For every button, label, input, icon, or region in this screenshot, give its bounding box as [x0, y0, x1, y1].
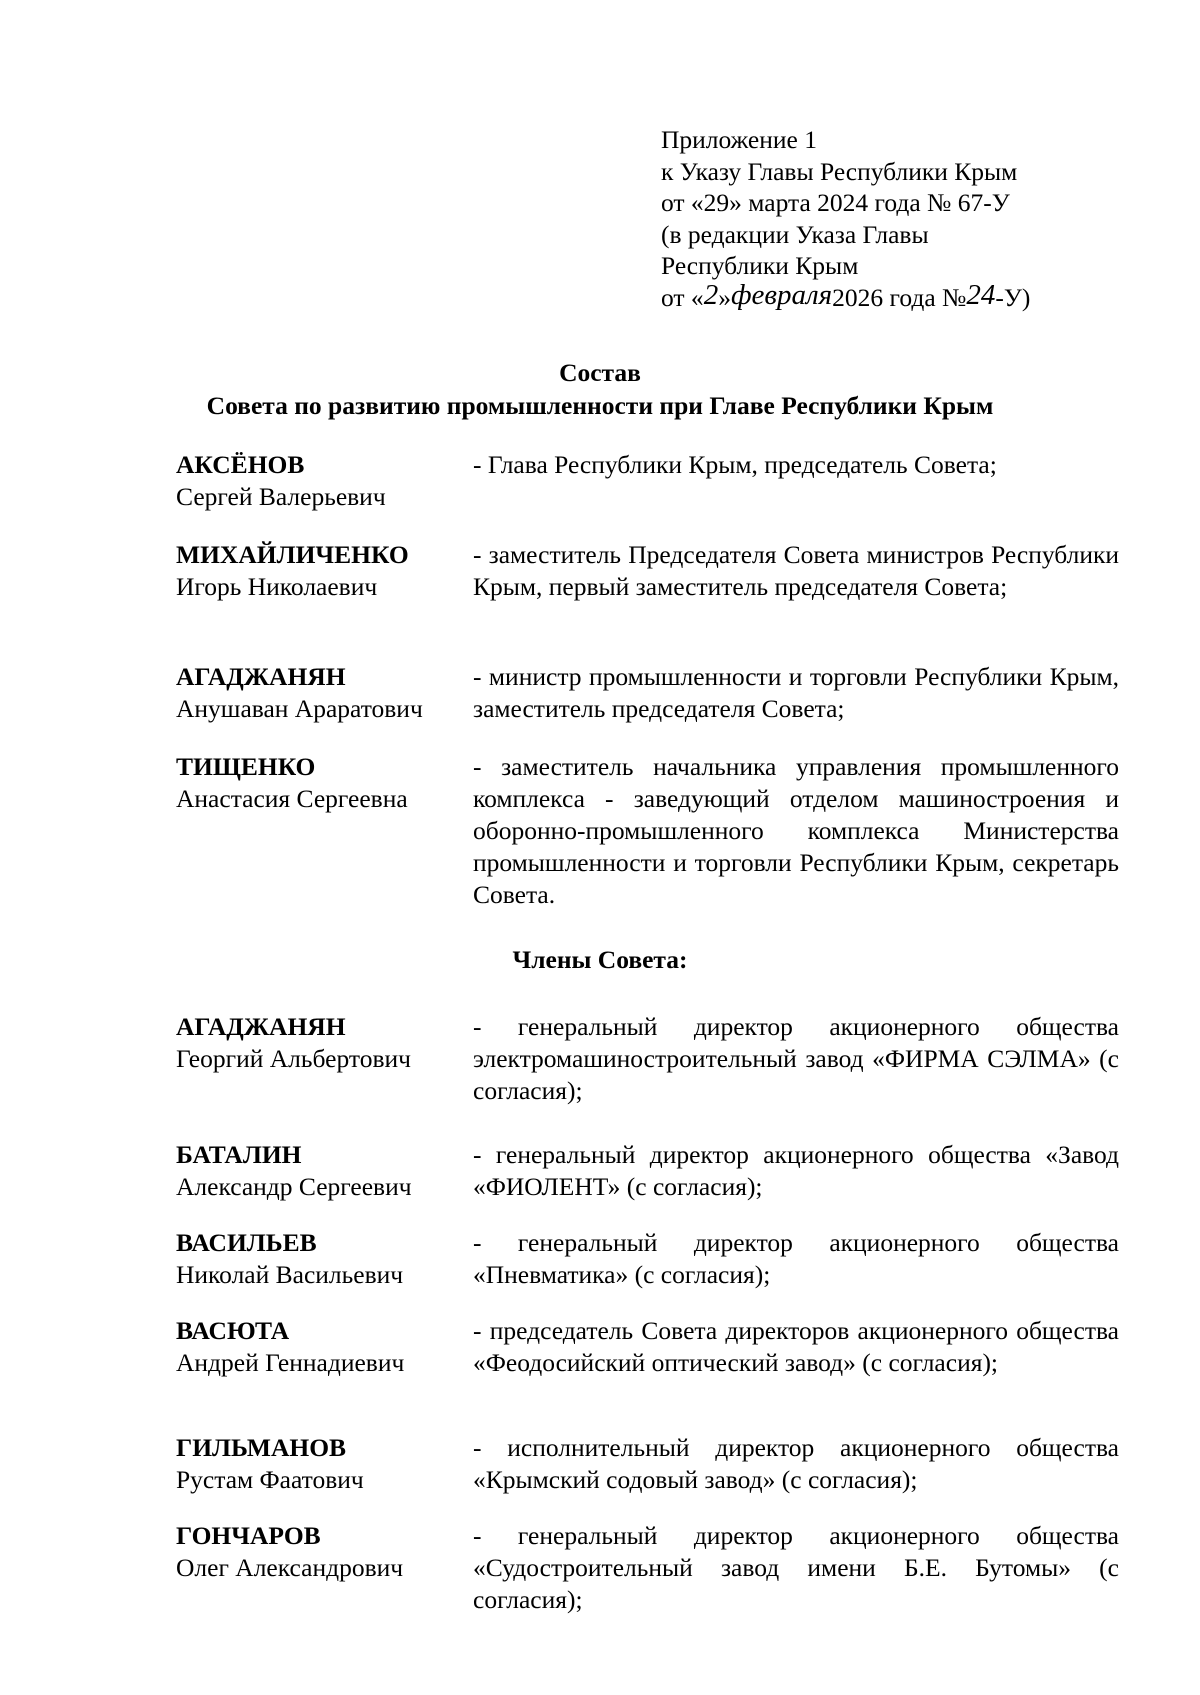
member-surname: БАТАЛИН	[176, 1140, 302, 1169]
member-surname: ГИЛЬМАНОВ	[176, 1433, 347, 1462]
person-name	[176, 539, 466, 603]
title-line-2: Совета по развитию промышленности при Главе Республики Крым	[206, 391, 994, 420]
member-role: - генеральный директор акционерного общества «Пневматика» (с согласия);	[473, 1228, 1119, 1289]
annex-date-suffix: -У)	[995, 282, 1031, 312]
person-given-name: Анушаван Араратович	[176, 694, 423, 723]
member-surname: АГАДЖАНЯН	[176, 1012, 346, 1041]
person-surname: МИХАЙЛИЧЕНКО	[176, 540, 409, 569]
member-name	[176, 1227, 466, 1291]
member-role: - генеральный директор акционерного общества «Завод «ФИОЛЕНТ» (с согласия);	[473, 1140, 1119, 1201]
member-given-name: Рустам Фаатович	[176, 1465, 364, 1494]
member-role: - генеральный директор акционерного общества «Судостроительный завод имени Б.Е. Бутомы» (с согласия);	[473, 1521, 1119, 1614]
person-surname: АГАДЖАНЯН	[176, 662, 346, 691]
document-title	[0, 356, 1200, 422]
member-role: - председатель Совета директоров акционерного общества «Феодосийский оптический завод» (с согласия);	[473, 1316, 1119, 1377]
annex-line-1: Приложение 1	[661, 125, 817, 154]
member-surname: ВАСИЛЬЕВ	[176, 1228, 317, 1257]
handwritten-number: 24	[966, 278, 996, 311]
annex-line-6	[661, 278, 1141, 314]
member-name	[176, 1432, 466, 1496]
member-name	[176, 1315, 466, 1379]
person-role: - заместитель Председателя Совета министров Республики Крым, первый заместитель председателя Совета;	[473, 540, 1119, 601]
person-role: - заместитель начальника управления промышленного комплекса - заведующий отделом машиностроения и оборонно-промышленного комплекса Министерства промышленности и торговли Республики Крым, секретарь Совета.	[473, 752, 1119, 909]
person-given-name: Сергей Валерьевич	[176, 482, 386, 511]
person-name	[176, 751, 466, 815]
member-given-name: Александр Сергеевич	[176, 1172, 412, 1201]
member-given-name: Николай Васильевич	[176, 1260, 404, 1289]
annex-line-3: от «29» марта 2024 года № 67-У	[661, 188, 1010, 217]
annex-date-prefix: от «	[661, 282, 704, 312]
member-given-name: Андрей Геннадиевич	[176, 1348, 405, 1377]
annex-date-mid: »	[718, 282, 731, 312]
annex-date-year: 2026 года №	[832, 282, 967, 312]
member-given-name: Георгий Альбертович	[176, 1044, 411, 1073]
member-role: - исполнительный директор акционерного общества «Крымский содовый завод» (с согласия);	[473, 1433, 1119, 1494]
members-heading: Члены Совета:	[512, 945, 688, 974]
annex-line-2: к Указу Главы Республики Крым	[661, 156, 1018, 186]
member-name	[176, 1520, 466, 1584]
member-surname: ГОНЧАРОВ	[176, 1521, 321, 1550]
person-role: - Глава Республики Крым, председатель Совета;	[473, 450, 997, 479]
annex-line-4: (в редакции Указа Главы	[661, 219, 929, 249]
member-given-name: Олег Александрович	[176, 1553, 404, 1582]
title-line-1: Состав	[559, 358, 641, 387]
annex-line-5: Республики Крым	[661, 251, 859, 280]
member-name	[176, 1139, 466, 1203]
person-given-name: Анастасия Сергеевна	[176, 784, 408, 813]
handwritten-month: февраля	[730, 278, 833, 311]
person-surname: ТИЩЕНКО	[176, 752, 316, 781]
person-role: - министр промышленности и торговли Республики Крым, заместитель председателя Совета;	[473, 662, 1119, 723]
member-name	[176, 1011, 466, 1075]
member-surname: ВАСЮТА	[176, 1316, 290, 1345]
member-role: - генеральный директор акционерного общества электромашиностроительный завод «ФИРМА СЭЛМА» (с согласия);	[473, 1012, 1119, 1105]
person-surname: АКСЁНОВ	[176, 450, 305, 479]
handwritten-day: 2	[703, 278, 719, 311]
person-name	[176, 449, 466, 513]
person-given-name: Игорь Николаевич	[176, 572, 378, 601]
annex-header	[661, 124, 1141, 313]
person-name	[176, 661, 466, 725]
